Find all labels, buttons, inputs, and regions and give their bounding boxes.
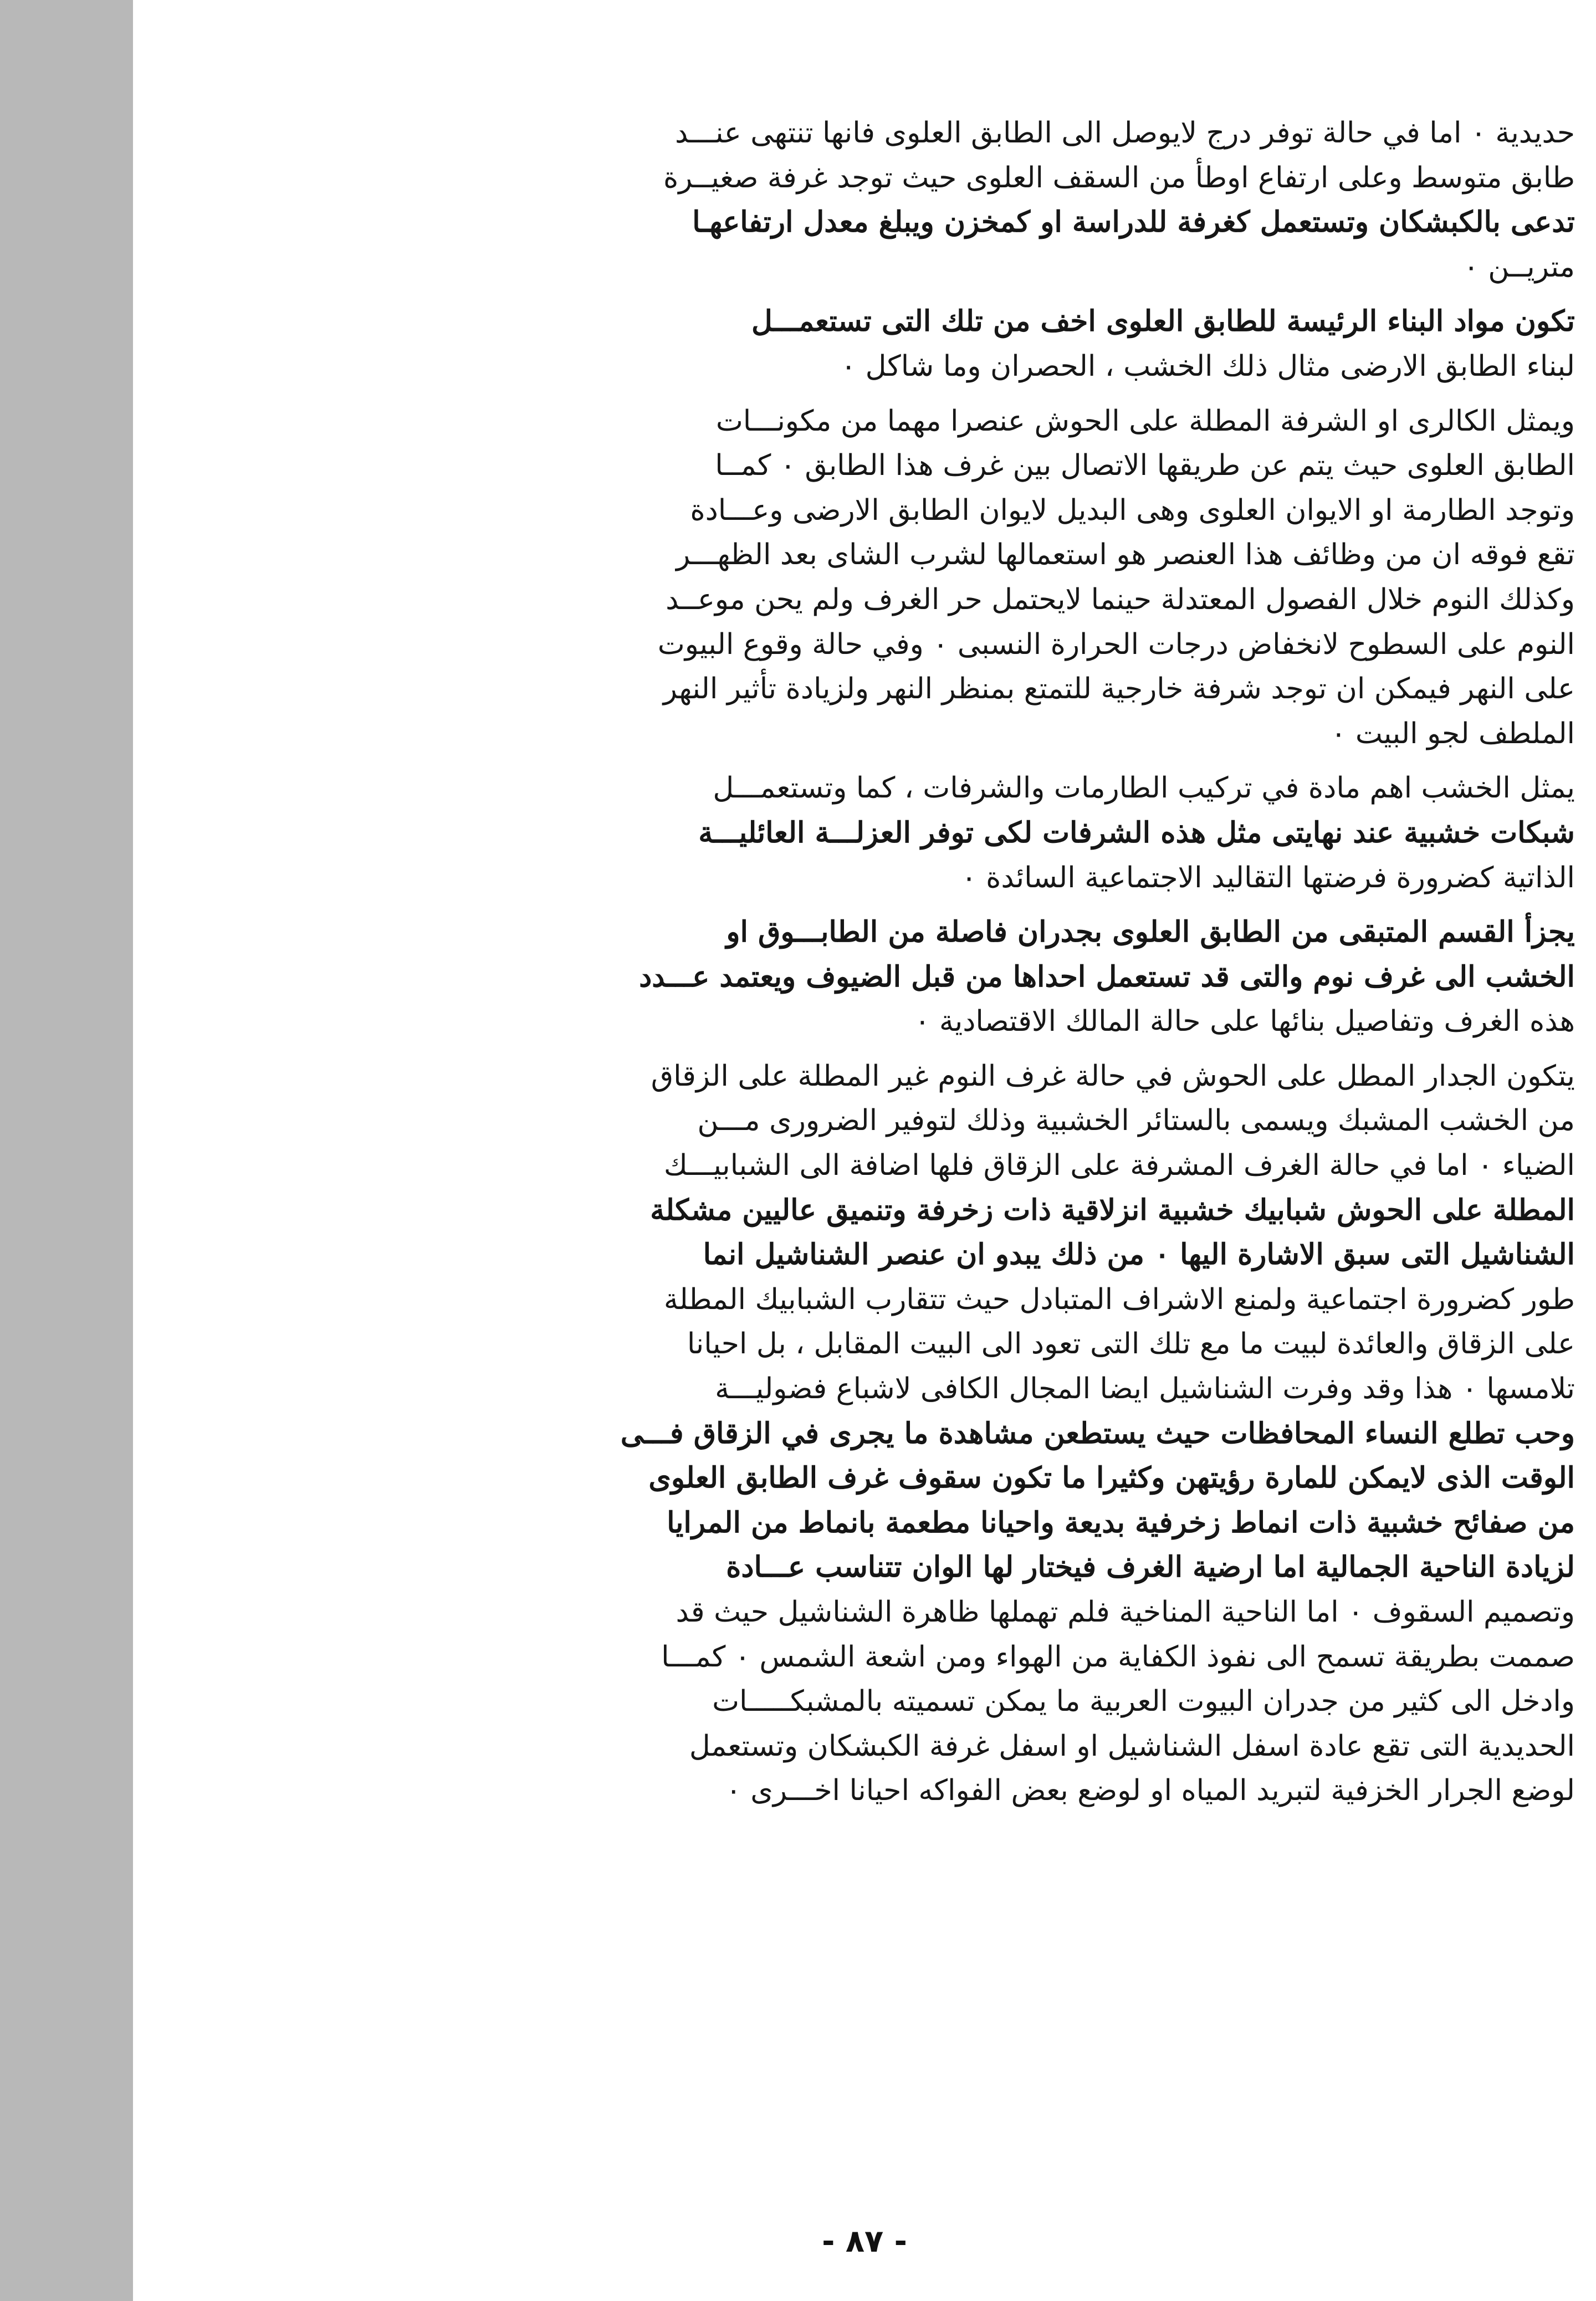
text-line: حديدية ٠ اما في حالة توفر درج لايوصل الى الطابق العلوى فانها تنتهى عنـــد [675,116,1575,150]
text-line: وحب تطلع النساء المحافظات حيث يستطعن مشاهدة ما يجرى في الزقاق فـــى [620,1416,1575,1450]
text-line: ويمثل الكالرى او الشرفة المطلة على الحوش عنصرا مهما من مكونـــات [715,404,1575,438]
text-line: الخشب الى غرف نوم والتى قد تستعمل احداها من قبل الضيوف ويعتمد عـــدد [639,959,1575,994]
text-line: الوقت الذى لايمكن للمارة رؤيتهن وكثيرا ما تكون سقوف غرف الطابق العلوى [648,1461,1575,1495]
text-line: تلامسها ٠ هذا وقد وفرت الشناشيل ايضا المجال الكافى لاشباع فضوليـــة [715,1372,1575,1406]
text-line: من صفائح خشبية ذات انماط زخرفية بديعة واحيانا مطعمة بانماط من المرايا [667,1505,1575,1540]
text-line: شبكات خشبية عند نهايتى مثل هذه الشرفات لكى توفر العزلـــة العائليـــة [698,815,1575,850]
text-line: على النهر فيمكن ان توجد شرفة خارجية للتمتع بمنظر النهر ولزيادة تأثير النهر [663,672,1575,706]
text-line: الضياء ٠ اما في حالة الغرف المشرفة على الزقاق فلها اضافة الى الشبابيـــك [663,1149,1575,1183]
paragraph [184,766,1575,900]
text-line: يمثل الخشب اهم مادة في تركيب الطارمات والشرفات ، كما وتستعمـــل [713,771,1575,805]
text-line: على الزقاق والعائدة لبيت ما مع تلك التى تعود الى البيت المقابل ، بل احيانا [687,1327,1575,1361]
text-line: النوم على السطوح لانخفاض درجات الحرارة النسبى ٠ وفي حالة وقوع البيوت [657,627,1575,661]
paragraph [184,111,1575,289]
text-line: هذه الغرف وتفاصيل بنائها على حالة المالك الاقتصادية ٠ [914,1005,1575,1039]
scan-margin [0,0,133,2301]
text-line: طور كضرورة اجتماعية ولمنع الاشراف المتبادل حيث تتقارب الشبابيك المطلة [663,1282,1575,1316]
text-line: لوضع الجرار الخزفية لتبريد المياه او لوضع بعض الفواكه احيانا اخـــرى ٠ [725,1774,1575,1808]
paragraph [184,399,1575,756]
text-line: وتوجد الطارمة او الايوان العلوى وهى البديل لايوان الطابق الارضى وعـــادة [690,493,1575,527]
text-line: تقع فوقه ان من وظائف هذا العنصر هو استعمالها لشرب الشاى بعد الظهـــر [676,538,1575,572]
text-line: الذاتية كضرورة فرضتها التقاليد الاجتماعية السائدة ٠ [961,861,1575,894]
page-number: - ٨٧ - [822,2223,907,2259]
text-line: وكذلك النوم خلال الفصول المعتدلة حينما لايحتمل حر الغرف ولم يحن موعــد [666,582,1575,616]
text-line: طابق متوسط وعلى ارتفاع اوطأ من السقف العلوى حيث توجد غرفة صغيــرة [663,161,1575,195]
text-line: متريــن ٠ [1463,250,1575,284]
text-line: المطلة على الحوش شبابيك خشبية انزلاقية ذات زخرفة وتنميق عاليين مشكلة [650,1193,1575,1227]
text-line: يجزأ القسم المتبقى من الطابق العلوى بجدران فاصلة من الطابـــوق او [726,915,1575,949]
text-line: الشناشيل التى سبق الاشارة اليها ٠ من ذلك يبدو ان عنصر الشناشيل انما [703,1238,1575,1272]
text-line: تكون مواد البناء الرئيسة للطابق العلوى اخف من تلك التى تستعمـــل [751,304,1575,339]
text-line: وادخل الى كثير من جدران البيوت العربية ما يمكن تسميته بالمشبكـــــات [712,1685,1575,1719]
body-text [184,111,1575,1823]
text-line: وتصميم السقوف ٠ اما الناحية المناخية فلم تهملها ظاهرة الشناشيل حيث قد [676,1596,1575,1629]
text-line: الحديدية التى تقع عادة اسفل الشناشيل او اسفل غرفة الكبشكان وتستعمل [689,1729,1575,1763]
text-line: الملطف لجو البيت ٠ [1331,717,1575,750]
text-line: لزيادة الناحية الجمالية اما ارضية الغرف فيختار لها الوان تتناسب عـــادة [726,1550,1575,1584]
text-line: لبناء الطابق الارضى مثال ذلك الخشب ، الحصران وما شاكل ٠ [841,349,1575,383]
paragraph [184,299,1575,388]
text-line: يتكون الجدار المطل على الحوش في حالة غرف النوم غير المطلة على الزقاق [651,1059,1575,1093]
text-line: من الخشب المشبك ويسمى بالستائر الخشبية وذلك لتوفير الضرورى مـــن [697,1104,1575,1138]
paragraph [184,1054,1575,1813]
document-page [133,0,1596,2301]
text-line: الطابق العلوى حيث يتم عن طريقها الاتصال بين غرف هذا الطابق ٠ كمــا [715,449,1575,483]
paragraph [184,910,1575,1044]
text-line: تدعى بالكبشكان وتستعمل كغرفة للدراسة او كمخزن ويبلغ معدل ارتفاعهـا [692,205,1575,239]
text-line: صممت بطريقة تسمح الى نفوذ الكفاية من الهواء ومن اشعة الشمس ٠ كمـــا [661,1640,1575,1674]
